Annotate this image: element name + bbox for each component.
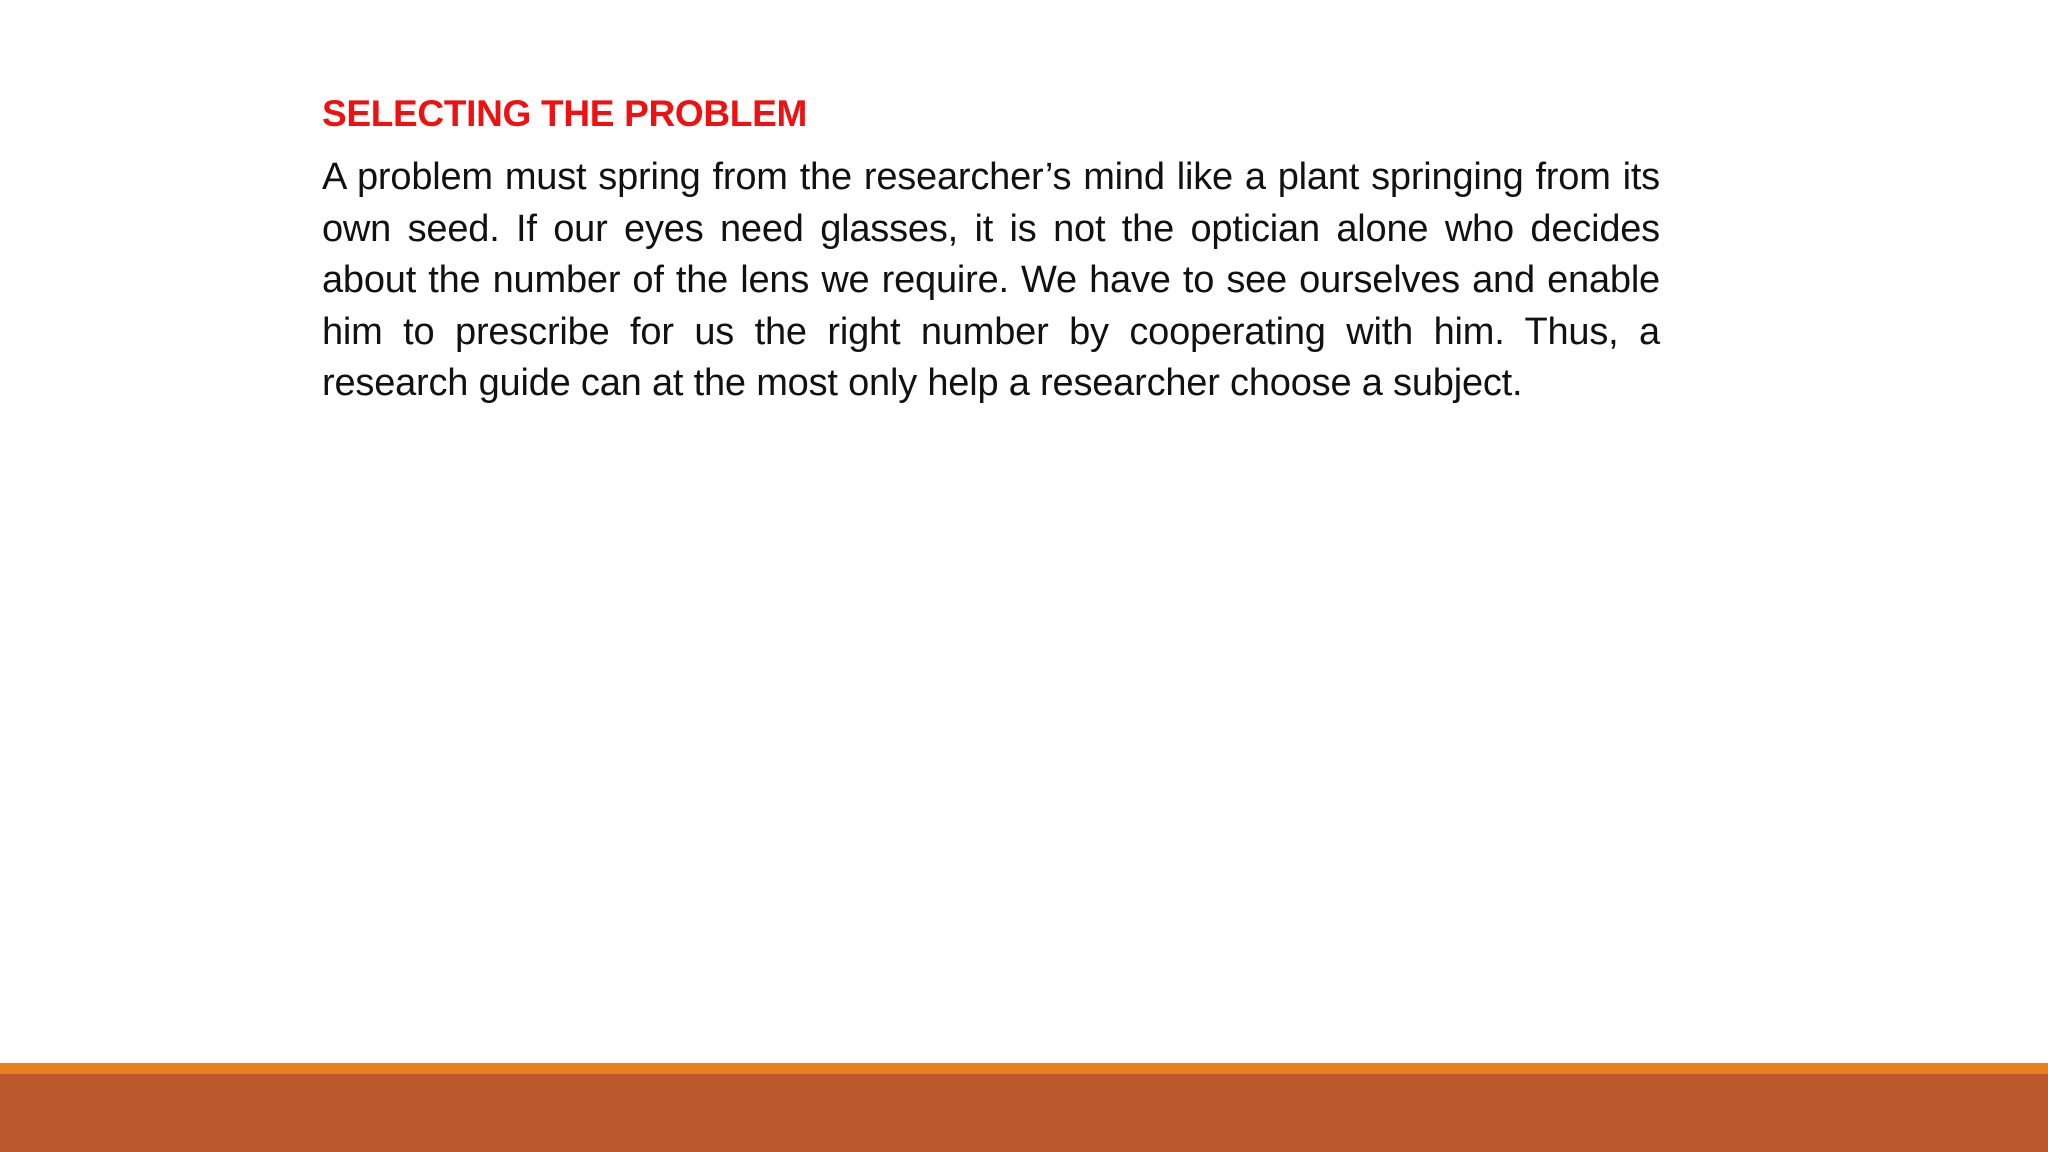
slide-body-text: A problem must spring from the researcher’s mind like a plant springing from its own seed. If our eyes need glasses, it is not the optician alone who decides about the number of the lens we require. We have to see ourselves and enable him to prescribe for us the right number by cooperating with him. Thus, a research guide can at the most only help a researcher choose a subject. [322,156,1660,404]
footer-accent-stripe [0,1063,2048,1074]
slide-content [322,86,1660,410]
footer-bar [0,1074,2048,1152]
slide-heading: SELECTING THE PROBLEM [322,93,807,134]
